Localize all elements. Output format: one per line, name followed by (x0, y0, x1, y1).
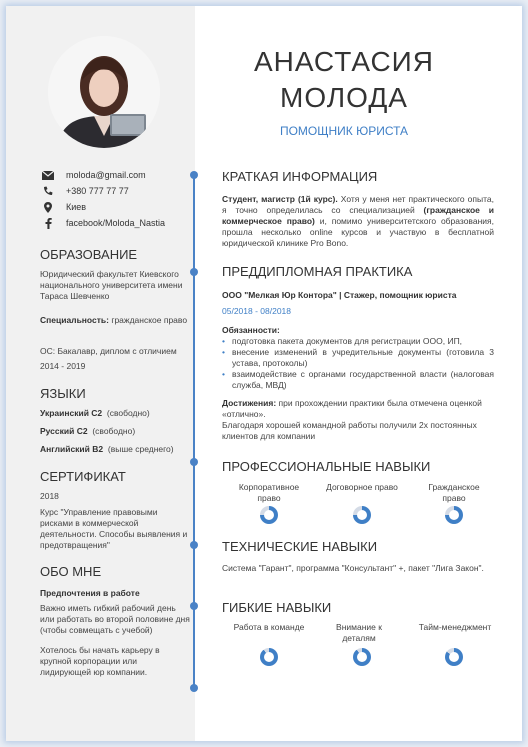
achievements-label: Достижения: (222, 398, 277, 408)
skill-ring-center (449, 652, 459, 662)
skill-ring-center (264, 510, 274, 520)
skill-ring-center (357, 510, 367, 520)
duties-label-text: Обязанности: (222, 325, 280, 335)
duty-item: • подготовка пакета документов для регистрации ООО, ИП, (222, 336, 494, 347)
language-item (40, 444, 174, 454)
technical-skills-text: Система "Гарант", программа "Консультант" +, пакет "Лига Закон". (222, 563, 484, 573)
timeline-dot (190, 684, 198, 692)
timeline-dot (190, 602, 198, 610)
language-level: (свободно) (92, 426, 136, 436)
education-institution: Юридический факультет Киевского национального университета имени Тараса Шевченко (40, 269, 183, 301)
skill-label: Тайм-менеджмент (418, 622, 492, 632)
practice-heading: ПРЕДДИПЛОМНАЯ ПРАКТИКА (222, 264, 413, 279)
language-level: (выше среднего) (107, 444, 174, 454)
timeline-dot (190, 268, 198, 276)
location-pin-icon (40, 202, 56, 212)
timeline-dot (190, 541, 198, 549)
envelope-icon (40, 170, 56, 180)
phone-icon (40, 186, 56, 196)
professional-skills-heading: ПРОФЕССИОНАЛЬНЫЕ НАВЫКИ (222, 459, 431, 474)
language-name: Украинский С2 (40, 408, 103, 418)
resume-page (6, 6, 522, 741)
summary-span: и, помимо университетского образования, прошла несколько online курсов и участвую в бесплатной юридической клинике Pro Bono. (222, 216, 494, 248)
achievements-thanks: Благодаря хорошей командной работы получили 2х постоянных клиентов для компании (222, 420, 477, 441)
summary-bold: (гражданское и коммерческое право) (222, 205, 494, 226)
achievements-text: при прохождении практики была отмечена оценкой «отлично». (222, 398, 482, 419)
certificate-year: 2018 (40, 491, 59, 501)
skill-ring-center (264, 652, 274, 662)
last-name: МОЛОДА (280, 82, 408, 113)
skill-ring (260, 506, 278, 524)
skill-ring-center (357, 652, 367, 662)
language-name: Русский С2 (40, 426, 88, 436)
job-title: ПОМОЩНИК ЮРИСТА (279, 124, 409, 138)
contact-email[interactable] (40, 170, 146, 180)
contact-phone[interactable] (40, 186, 129, 196)
duty-item: • взаимодействие с органами государственной власти (налоговая служба, МВД) (222, 369, 494, 391)
skill-ring-center (449, 510, 459, 520)
languages-heading: ЯЗЫКИ (40, 386, 86, 401)
specialty-value: гражданское право (111, 315, 188, 325)
duties-label (222, 325, 494, 336)
skill-ring (353, 506, 371, 524)
contact-facebook[interactable] (40, 218, 165, 228)
skill-label: Корпоративное право (238, 482, 300, 503)
skill-ring (353, 648, 371, 666)
practice-company-text: ООО "Мелкая Юр Контора" | Стажер, помощник юриста (222, 290, 457, 300)
duties-list (222, 336, 494, 391)
certificate-heading: СЕРТИФИКАТ (40, 469, 126, 484)
education-years: 2014 - 2019 (40, 361, 86, 371)
language-name: Английский В2 (40, 444, 104, 454)
profile-photo (48, 36, 160, 148)
summary-text (222, 194, 494, 249)
first-name: АНАСТАСИЯ (253, 46, 435, 77)
about-heading: ОБО МНЕ (40, 564, 102, 579)
soft-skills-heading: ГИБКИЕ НАВЫКИ (222, 600, 332, 615)
education-specialty (40, 315, 190, 326)
about-subheading (40, 588, 190, 599)
timeline-dot (190, 458, 198, 466)
skill-label: Гражданское право (428, 482, 480, 503)
facebook-icon (40, 218, 56, 228)
practice-company (222, 290, 494, 301)
city-text: Киев (66, 202, 87, 212)
contact-city (40, 202, 86, 212)
language-level: (свободно) (106, 408, 150, 418)
summary-bold: Студент, магистр (1й курс). (222, 194, 338, 204)
email-text: moloda@gmail.com (66, 170, 146, 180)
summary-span: Хотя у меня нет практического опыта, я точно определилась со специализацией (222, 194, 494, 215)
language-item (40, 408, 150, 418)
technical-skills-heading: ТЕХНИЧЕСКИЕ НАВЫКИ (222, 539, 378, 554)
skill-ring (445, 648, 463, 666)
skill-label: Внимание к деталям (336, 622, 382, 643)
specialty-label: Специальность: (40, 315, 109, 325)
education-heading: ОБРАЗОВАНИЕ (40, 247, 138, 262)
about-paragraph: Хотелось бы начать карьеру в крупной корпорации или лидирующей юр компании. (40, 645, 160, 677)
timeline-dot (190, 171, 198, 179)
skill-label: Работа в команде (233, 622, 305, 632)
facebook-text: facebook/Moloda_Nastia (66, 218, 166, 228)
phone-text: +380 777 77 77 (66, 186, 129, 196)
skill-ring (260, 648, 278, 666)
summary-heading: КРАТКАЯ ИНФОРМАЦИЯ (222, 169, 378, 184)
education-degree: ОС: Бакалавр, диплом с отличием (40, 346, 177, 356)
achievements (222, 398, 494, 420)
language-item (40, 426, 135, 436)
duty-item: • внесение изменений в учредительные документы (готовила 3 устава, протоколы) (222, 347, 494, 369)
about-paragraph: Важно иметь гибкий рабочий день или работать во второй половине дня (чтобы совмещать с учебой) (40, 603, 190, 635)
skill-ring (445, 506, 463, 524)
certificate-text: Курс "Управление правовыми рисками в коммерческой деятельности. Способы выявления и предотвращения" (40, 507, 188, 550)
skill-label: Договорное право (326, 482, 398, 492)
practice-dates: 05/2018 - 08/2018 (222, 306, 292, 316)
about-subheading-text: Предпочтения в работе (40, 588, 140, 598)
